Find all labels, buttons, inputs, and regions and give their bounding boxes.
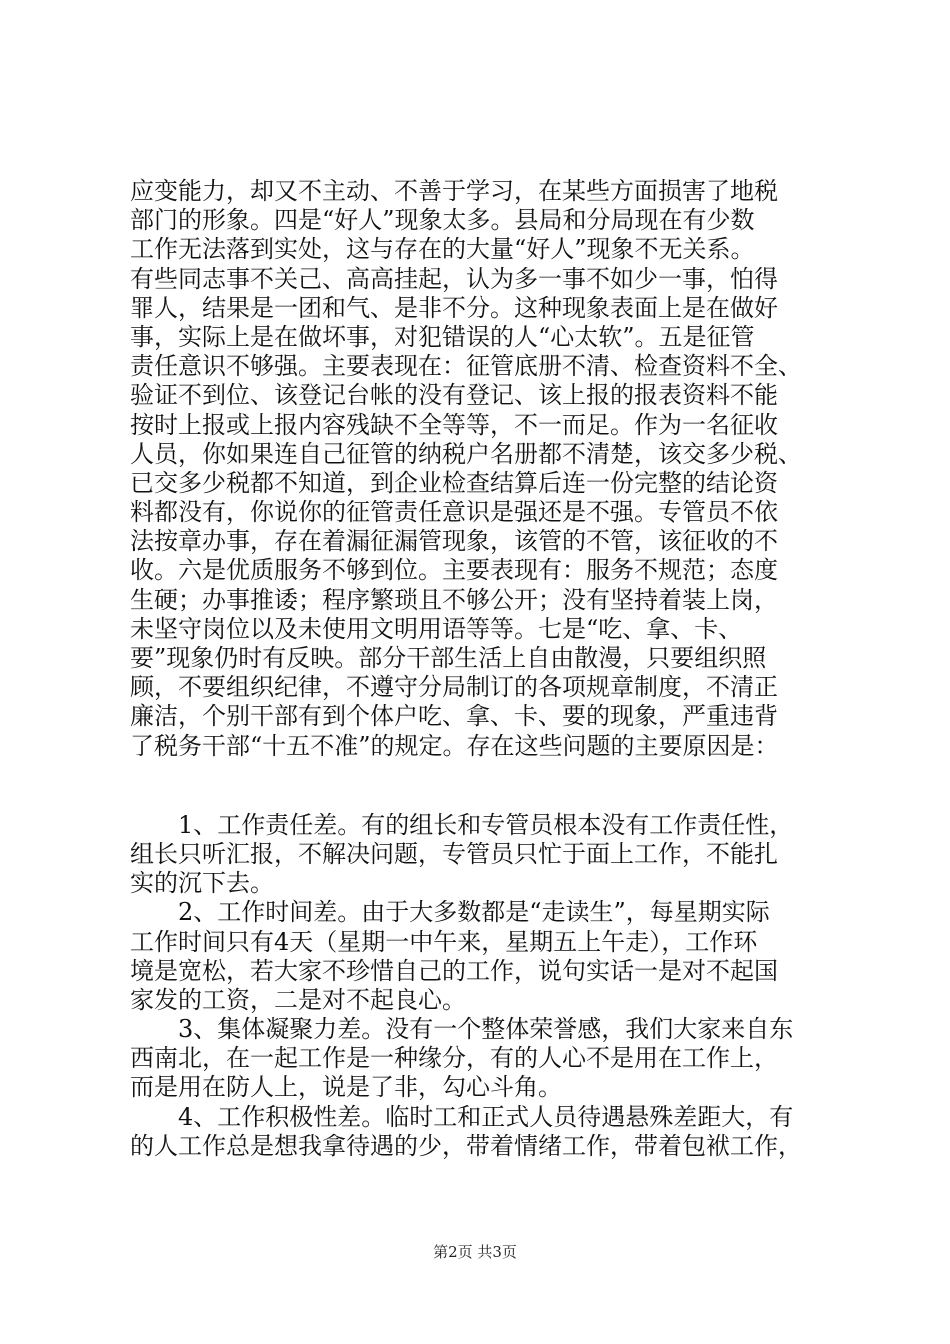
text-line: 工作无法落到实处，这与存在的大量“好人”现象不无关系。 [130, 235, 755, 264]
text-line: 廉洁，个别干部有到个体户吃、拿、卡、要的现象，严重违背 [130, 702, 778, 731]
text-line: 境是宽松，若大家不珍惜自己的工作，说句实话一是对不起国 [130, 956, 778, 985]
text-line: 而是用在防人上，说是了非，勾心斗角。 [130, 1073, 562, 1102]
text-line: 生硬；办事推诿；程序繁琐且不够公开；没有坚持着装上岗， [130, 585, 778, 614]
text-line: 事，实际上是在做坏事，对犯错误的人“心太软”。五是征管 [130, 322, 755, 351]
text-line: 2、工作时间差。由于大多数都是“走读生”，每星期实际 [178, 898, 770, 927]
text-line: 要”现象仍时有反映。部分干部生活上自由散漫，只要组织照 [130, 644, 767, 672]
text-line: 工作时间只有4天（星期一中午来，星期五上午走），工作环 [130, 927, 758, 956]
text-line: 家发的工资，二是对不起良心。 [130, 985, 466, 1014]
text-line: 按时上报或上报内容残缺不全等等，不一而足。作为一名征收 [130, 410, 778, 439]
text-line: 已交多少税都不知道，到企业检查结算后连一份完整的结论资 [130, 468, 778, 497]
text-line: 料都没有，你说你的征管责任意识是强还是不强。专管员不依 [130, 498, 778, 527]
page-number-footer: 第2页 共3页 [433, 1243, 517, 1261]
text-line: 1、工作责任差。有的组长和专管员根本没有工作责任性， [178, 810, 794, 839]
text-line: 收。六是优质服务不够到位。主要表现有：服务不规范；态度 [130, 556, 778, 585]
text-line: 人员，你如果连自己征管的纳税户名册都不清楚，该交多少税、 [130, 439, 802, 468]
text-line: 法按章办事，存在着漏征漏管现象，该管的不管，该征收的不 [130, 527, 778, 556]
text-line: 组长只听汇报，不解决问题，专管员只忙于面上工作，不能扎 [130, 839, 778, 868]
text-line: 顾，不要组织纪律，不遵守分局制订的各项规章制度，不清正 [130, 673, 778, 702]
text-line: 验证不到位、该登记台帐的没有登记、该上报的报表资料不能 [130, 381, 778, 410]
text-line: 有些同志事不关己、高高挂起，认为多一事不如少一事，怕得 [130, 264, 778, 293]
text-line: 罪人，结果是一团和气、是非不分。这种现象表面上是在做好 [130, 293, 778, 322]
document-body [130, 177, 830, 1161]
text-line: 了税务干部“十五不准”的规定。存在这些问题的主要原因是： [130, 731, 779, 760]
text-line: 应变能力，却又不主动、不善于学习，在某些方面损害了地税 [130, 177, 778, 205]
text-line: 责任意识不够强。主要表现在：征管底册不清、检查资料不全、 [130, 352, 802, 381]
text-line: 西南北，在一起工作是一种缘分，有的人心不是用在工作上， [130, 1044, 778, 1073]
text-line: 未坚守岗位以及未使用文明用语等等。七是“吃、拿、卡、 [130, 614, 743, 643]
text-line: 的人工作总是想我拿待遇的少，带着情绪工作，带着包袱工作， [130, 1131, 802, 1160]
text-line: 实的沉下去。 [130, 869, 274, 898]
text-line: 部门的形象。四是“好人”现象太多。县局和分局现在有少数 [130, 206, 755, 235]
paragraph-gap [130, 761, 830, 811]
text-line: 3、集体凝聚力差。没有一个整体荣誉感，我们大家来自东 [178, 1015, 794, 1044]
text-line: 4、工作积极性差。临时工和正式人员待遇悬殊差距大，有 [178, 1102, 794, 1131]
